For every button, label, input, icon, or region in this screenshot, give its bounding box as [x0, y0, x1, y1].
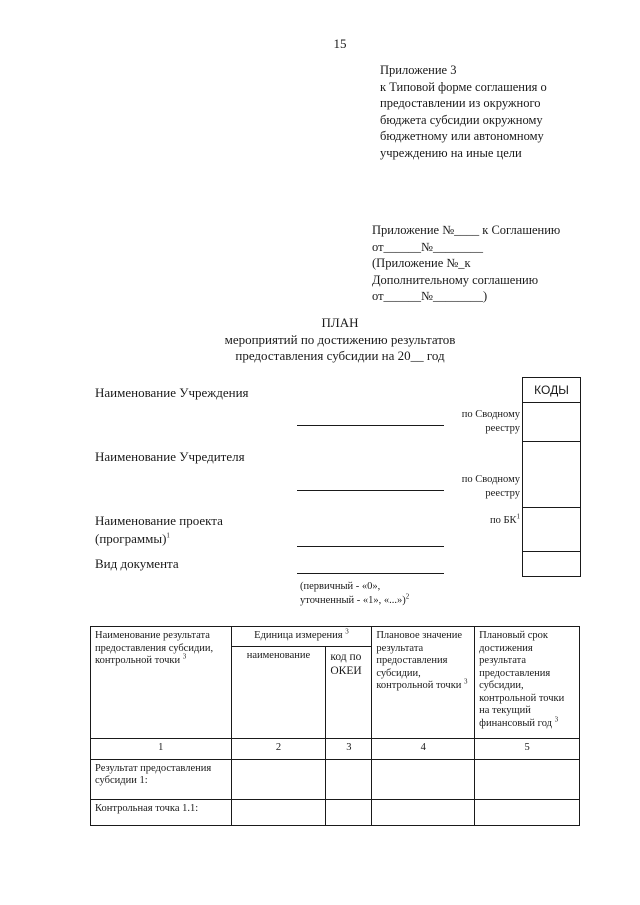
code-cell-svod-reestr-2[interactable] — [523, 442, 580, 508]
doc-type-underline — [297, 573, 444, 574]
doc-type-hint-line: уточненный - «1», «...») — [300, 595, 406, 606]
column-number: 1 — [91, 738, 232, 759]
column-number: 3 — [326, 738, 372, 759]
column-number: 2 — [231, 738, 326, 759]
agreement-reference-line: (Приложение №_к — [372, 256, 471, 270]
agreement-reference-line: от______№________) — [372, 289, 488, 303]
table-cell[interactable] — [372, 759, 475, 799]
doc-type-label: Вид документа — [95, 556, 179, 571]
svod-reestr-label-2 — [420, 473, 520, 501]
footnote-mark: 2 — [405, 592, 410, 601]
header-text: Плановый срок достижения результата предоставления субсидии, контрольной точки на текущий финансовый год — [479, 630, 565, 729]
table-row — [91, 759, 580, 799]
svod-reestr-line: по Сводному — [461, 409, 520, 420]
table-cell[interactable] — [326, 759, 372, 799]
table-cell[interactable] — [326, 799, 372, 825]
title-subtitle-line: мероприятий по достижению результатов — [224, 331, 456, 347]
row-label-result: Результат предоставления субсидии 1: — [91, 759, 232, 799]
footnote-mark: 3 — [345, 627, 349, 636]
footnote-mark: 1 — [516, 512, 520, 521]
table-cell[interactable] — [475, 759, 580, 799]
svod-reestr-line: реестру — [485, 488, 520, 499]
footnote-mark: 3 — [464, 677, 468, 686]
header-text: Единица измерения — [254, 630, 343, 641]
footnote-mark: 3 — [182, 652, 187, 661]
doc-type-hint — [300, 580, 409, 608]
appendix-header-line: к Типовой форме соглашения о — [380, 79, 547, 94]
column-numbers-row — [91, 738, 580, 759]
codes-box — [522, 377, 581, 577]
header-text: Наименование результата предоставления субсидии, контрольной точки — [95, 630, 214, 666]
bk-text: по БК — [489, 515, 517, 526]
svod-reestr-line: реестру — [485, 423, 520, 434]
appendix-header-line: учреждению на иные цели — [380, 145, 522, 160]
code-cell-svod-reestr-1[interactable] — [523, 403, 580, 442]
header-unit-okei: код по ОКЕИ — [326, 646, 372, 738]
footnote-mark: 1 — [166, 531, 170, 540]
svod-reestr-line: по Сводному — [461, 474, 520, 485]
footnote-mark: 3 — [554, 715, 559, 723]
header-text: Плановое значение результата предоставления субсидии, контрольной точки — [376, 630, 463, 691]
svod-reestr-label — [420, 408, 520, 436]
appendix-header — [380, 62, 620, 161]
document-title — [120, 315, 560, 365]
project-label-line: (программы) — [95, 531, 167, 546]
project-label — [95, 512, 223, 548]
header-plan-value — [372, 627, 475, 739]
bk-label — [440, 514, 520, 528]
row-label-checkpoint: Контрольная точка 1.1: — [91, 799, 232, 825]
table-cell[interactable] — [231, 759, 326, 799]
institution-label: Наименование Учреждения — [95, 385, 249, 400]
appendix-header-line: бюджета субсидии окружному — [380, 112, 543, 127]
appendix-header-line: предоставлении из окружного — [380, 96, 541, 110]
table-cell[interactable] — [231, 799, 326, 825]
header-plan-date — [475, 627, 580, 739]
project-underline — [297, 546, 444, 547]
column-number: 4 — [372, 738, 475, 759]
code-cell-bk[interactable] — [523, 508, 580, 552]
agreement-reference — [372, 222, 632, 305]
agreement-reference-line: Приложение №____ к Соглашению — [372, 223, 561, 237]
project-label-line: Наименование проекта — [95, 513, 223, 528]
founder-label: Наименование Учредителя — [95, 449, 245, 464]
agreement-reference-line: от______№________ — [372, 239, 483, 254]
header-unit-name: наименование — [231, 646, 326, 738]
appendix-header-line: Приложение 3 — [380, 63, 457, 77]
table-cell[interactable] — [475, 799, 580, 825]
column-number: 5 — [475, 738, 580, 759]
agreement-reference-line: Дополнительному соглашению — [372, 272, 539, 287]
appendix-header-line: бюджетному или автономному — [380, 129, 544, 143]
title-subtitle-line: предоставления субсидии на 20__ год — [235, 348, 445, 363]
codes-header: КОДЫ — [523, 378, 580, 403]
code-cell-doc-type[interactable] — [523, 552, 580, 576]
table-cell[interactable] — [372, 799, 475, 825]
table-row — [91, 799, 580, 825]
table-header-row — [91, 627, 580, 647]
doc-type-hint-line: (первичный - «0», — [300, 581, 381, 592]
page-number: 15 — [333, 36, 347, 51]
title-main: ПЛАН — [321, 315, 359, 330]
header-unit — [231, 627, 372, 647]
plan-table — [90, 626, 580, 826]
header-result-name — [91, 627, 232, 739]
